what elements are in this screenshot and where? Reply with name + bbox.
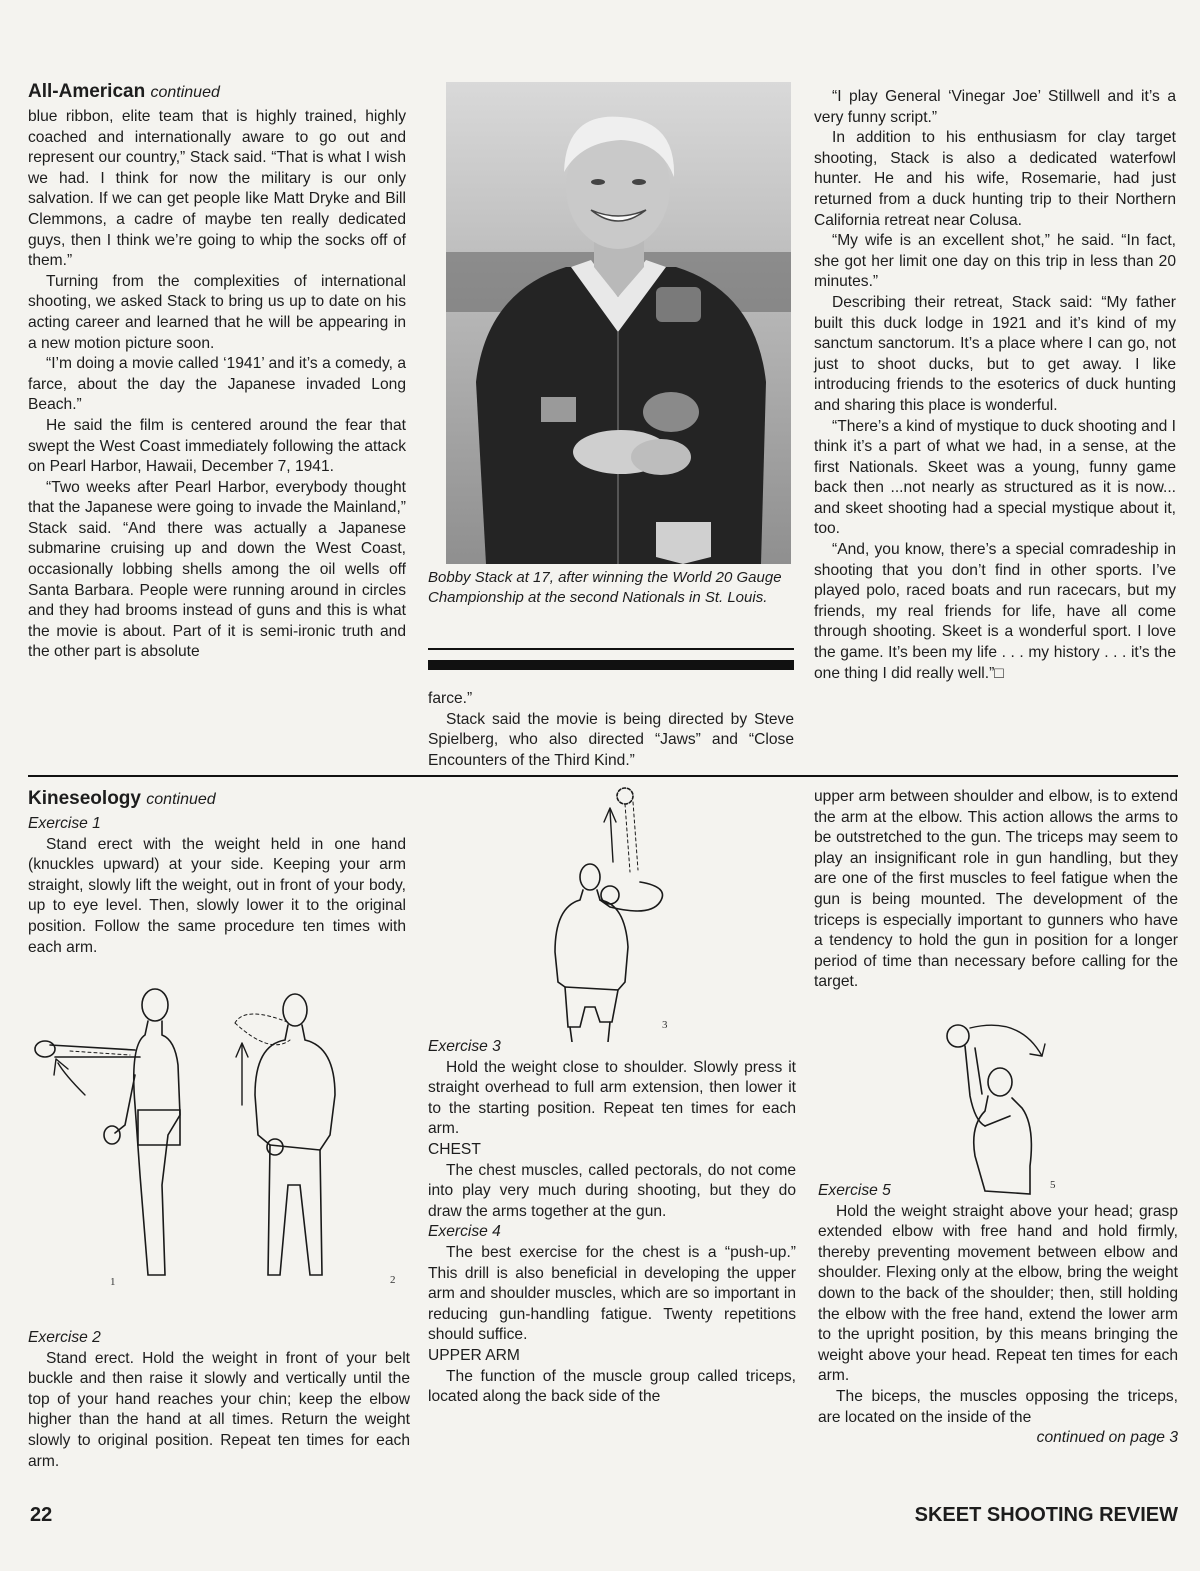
triceps-text: upper arm between shoulder and elbow, is to extend the arm at the elbow. This action allows the arms to be outstretched to the gun. The triceps may seem to play an insignificant role in gun handling, but they are one of the first muscles to feel fatigue when the gun is being mounted. The development of the triceps is especially important to gunners who have a tendency to hold the gun in position for a longer period of time than necessary before calling for the target. <box>814 788 1178 991</box>
kineseology-column-2 <box>428 1037 796 1408</box>
exercise-5-illustration <box>930 1016 1070 1206</box>
chest-text: The chest muscles, called pectorals, do not come into play very much during shooting, but they do draw the arms together at the gun. <box>428 1161 796 1220</box>
exercise-5-text: Hold the weight straight above your head; grasp extended elbow with free hand and hold firmly, thereby preventing movement between elbow and shoulder. Flexing only at the elbow, bring the weight down to the back of the shoulder; then, still holding the elbow with the free hand, extend the lower arm to the upright position, by this means bringing the weight above your head. Repeat ten times for each arm. <box>818 1202 1178 1385</box>
exercise-4-text: The best exercise for the chest is a “push-up.” This drill is also beneficial in developing the upper arm and shoulder muscles, which are so important in reducing gun-handling fatigue. Twenty repetitions should suffice. <box>428 1243 796 1344</box>
chest-heading: CHEST <box>428 1140 481 1158</box>
paragraph: Turning from the complexities of international shooting, we asked Stack to bring us up to date on his acting career and learned that he will be appearing in a new motion picture soon. <box>28 272 406 352</box>
continued-note: continued on page 3 <box>1036 1429 1178 1447</box>
exercise-1-2-illustration <box>30 985 410 1295</box>
magazine-name: SKEET SHOOTING REVIEW <box>914 1504 1178 1526</box>
figure-2-number: 2 <box>390 1274 396 1286</box>
figure-1-number: 1 <box>110 1276 116 1288</box>
exercise-2-label: Exercise 2 <box>28 1329 101 1346</box>
paragraph: “There’s a kind of mystique to duck shooting and I think it’s a part of what we had, in a sense, at the first Nationals. Skeet was a young, funny game back then ...not nearly as structured as it is now... and skeet shooting had a special mystique about it, too. <box>814 417 1176 538</box>
exercise-3-label: Exercise 3 <box>428 1038 501 1055</box>
exercise-4-label: Exercise 4 <box>428 1223 501 1241</box>
allamerican-title: All-American continued <box>28 81 220 102</box>
paragraph: farce.” <box>428 690 473 707</box>
exercise-1-text: Stand erect with the weight held in one hand (knuckles upward) at your side. Keeping your arm straight, slowly lift the weight, out in front of your body, up to eye level. Then, slowly lower it to the original position. Follow the same procedure ten times with each arm. <box>28 835 406 956</box>
kineseology-column-3-bottom <box>818 1181 1178 1449</box>
exercise-3-text: Hold the weight close to shoulder. Slowly press it straight overhead to full arm extension, then lower it to the starting position. Repeat ten times for each arm. <box>428 1058 796 1138</box>
paragraph: Stack said the movie is being directed by Steve Spielberg, who also directed “Jaws” and “Close Encounters of the Third Kind.” <box>428 710 794 769</box>
bobby-stack-photo <box>446 82 791 564</box>
allamerican-column-1 <box>28 80 406 663</box>
kineseology-title: Kineseology continued <box>28 788 216 809</box>
exercise-3-illustration <box>530 782 690 1042</box>
paragraph: “Two weeks after Pearl Harbor, everybody thought that the Japanese were going to invade the Mainland,” Stack said. “And there was actually a Japanese submarine cruising up and down the West Coast, occasionally lobbing shells among the oil wells off Santa Barbara. People were running around in circles and they had brooms instead of guns and this is what the movie is about. Part of it is semi-ironic truth and the other part is absolute <box>28 478 406 661</box>
kineseology-column-1-top <box>28 787 406 958</box>
photo-caption: Bobby Stack at 17, after winning the World 20 Gauge Championship at the second Nationals in St. Louis. <box>428 569 782 606</box>
paragraph: “And, you know, there’s a special comradeship in shooting that you don’t find in other sports. I’ve played polo, raced boats and run racecars, but my friends, my real friends for life, have all come through shooting. Skeet is a wonderful sport. I love the game. It’s been my life . . . my history . . . it’s the one thing I did really well.”□ <box>814 541 1176 682</box>
paragraph: Describing their retreat, Stack said: “My father built this duck lodge in 1921 and it’s kind of my sanctum sanctorum. It’s a place where I can go, not just to shoot ducks, but to get away. I like introducing friends to the esoterics of duck hunting and sharing this place is wonderful. <box>814 293 1176 414</box>
kineseology-column-1-bottom <box>28 1328 410 1472</box>
kineseology-column-3-top <box>814 787 1178 993</box>
upper-arm-text: The function of the muscle group called triceps, located along the back side of the <box>428 1367 796 1406</box>
paragraph: “My wife is an excellent shot,” he said. “In fact, she got her limit one day on this trip in less than 20 minutes.” <box>814 232 1176 291</box>
allamerican-column-2 <box>428 689 794 771</box>
paragraph: “I’m doing a movie called ‘1941’ and it’s a comedy, a farce, about the day the Japanese invaded Long Beach.” <box>28 355 406 414</box>
thin-rule <box>428 648 794 650</box>
exercise-2-text: Stand erect. Hold the weight in front of your belt buckle and then raise it slowly and vertically until the top of your hand reaches your chin; keep the elbow higher than the hand at all times. Return the weight slowly to original position. Repeat ten times for each arm. <box>28 1349 410 1470</box>
paragraph: He said the film is centered around the fear that swept the West Coast immediately following the attack on Pearl Harbor, Hawaii, December 7, 1941. <box>28 416 406 476</box>
figure-3-number: 3 <box>662 1019 668 1031</box>
paragraph: blue ribbon, elite team that is highly trained, highly coached and internationally aware to go out and represent our country,” Stack said. “That is what I wish we had. I think for now the military is our only salvation. If we can get people like Matt Dryke and Bill Clemmons, a cadre of maybe ten really dedicated guys, then I think we’re going to whip the socks off of them.” <box>28 108 406 270</box>
allamerican-column-3 <box>814 87 1176 684</box>
figure-5-number: 5 <box>1050 1179 1056 1191</box>
paragraph: “I play General ‘Vinegar Joe’ Stillwell and it’s a very funny script.” <box>814 88 1176 126</box>
thick-rule <box>428 660 794 670</box>
page-number: 22 <box>30 1504 53 1526</box>
biceps-text: The biceps, the muscles opposing the triceps, are located on the inside of the <box>818 1387 1178 1426</box>
upper-arm-heading: UPPER ARM <box>428 1346 520 1364</box>
paragraph: In addition to his enthusiasm for clay target shooting, Stack is also a dedicated waterfowl hunter. He and his wife, Rosemarie, had just returned from a duck hunting trip to their Northern California retreat near Colusa. <box>814 129 1176 229</box>
exercise-5-label: Exercise 5 <box>818 1182 891 1199</box>
exercise-1-label: Exercise 1 <box>28 815 101 832</box>
section-divider <box>28 775 1178 777</box>
